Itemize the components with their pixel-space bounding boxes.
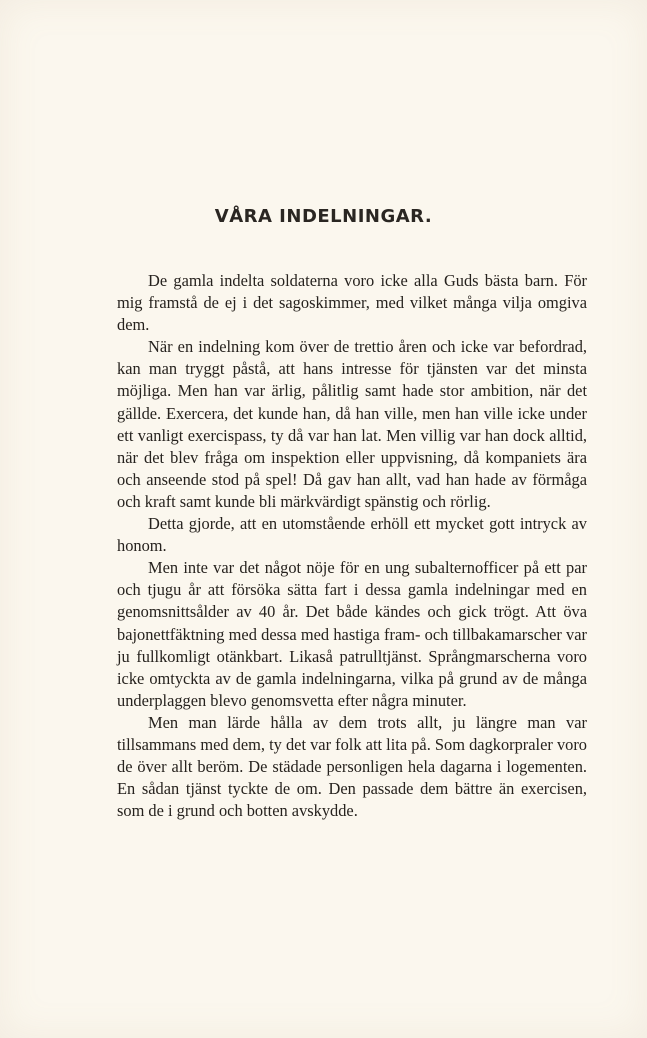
chapter-body xyxy=(117,270,587,822)
paragraph: De gamla indelta soldaterna voro icke alla Guds bästa barn. För mig framstå de ej i det sagoskimmer, med vilket många vilja omgiva dem. xyxy=(117,271,587,335)
paragraph: Detta gjorde, att en utomstående erhöll ett mycket gott intryck av honom. xyxy=(117,514,587,556)
paragraph: Men man lärde hålla av dem trots allt, ju längre man var tillsammans med dem, ty det var folk att lita på. Som dagkorpraler voro de över allt beröm. De städade personligen hela dagarna i logementen. En sådan tjänst tyckte de om. Den passade dem bättre än exercisen, som de i grund och botten avskydde. xyxy=(117,712,587,821)
chapter-title: VÅRA INDELNINGAR. xyxy=(214,206,433,227)
paragraph: Men inte var det något nöje för en ung subalternofficer på ett par och tjugu år att försöka sätta fart i dessa gamla indelningar med en genomsnittsålder av 40 år. Det både kändes och gick trögt. Att öva bajonettfäktning med dessa med hastiga fram- och tillbakamarscher var ju fullkomligt otänkbart. Likaså patrulltjänst. Språngmarscherna voro icke omtyckta av de gamla indelningarna, vilka på grund av de många underplaggen blevo genomsvetta efter några minuter. xyxy=(117,558,587,710)
paragraph: När en indelning kom över de trettio åren och icke var befordrad, kan man tryggt påstå, att hans intresse för tjänsten var det minsta möjliga. Men han var ärlig, pålitlig samt hade stor ambition, när det gällde. Exercera, det kunde han, då han ville, men han ville icke under ett vanligt exercispass, ty då var han lat. Men villig var han dock alltid, när det blev fråga om inspektion eller uppvisning, då kompaniets ära och anseende stod på spel! Då gav han allt, vad han hade av förmåga och kraft samt kunde bli märkvärdigt spänstig och rörlig. xyxy=(117,337,587,511)
